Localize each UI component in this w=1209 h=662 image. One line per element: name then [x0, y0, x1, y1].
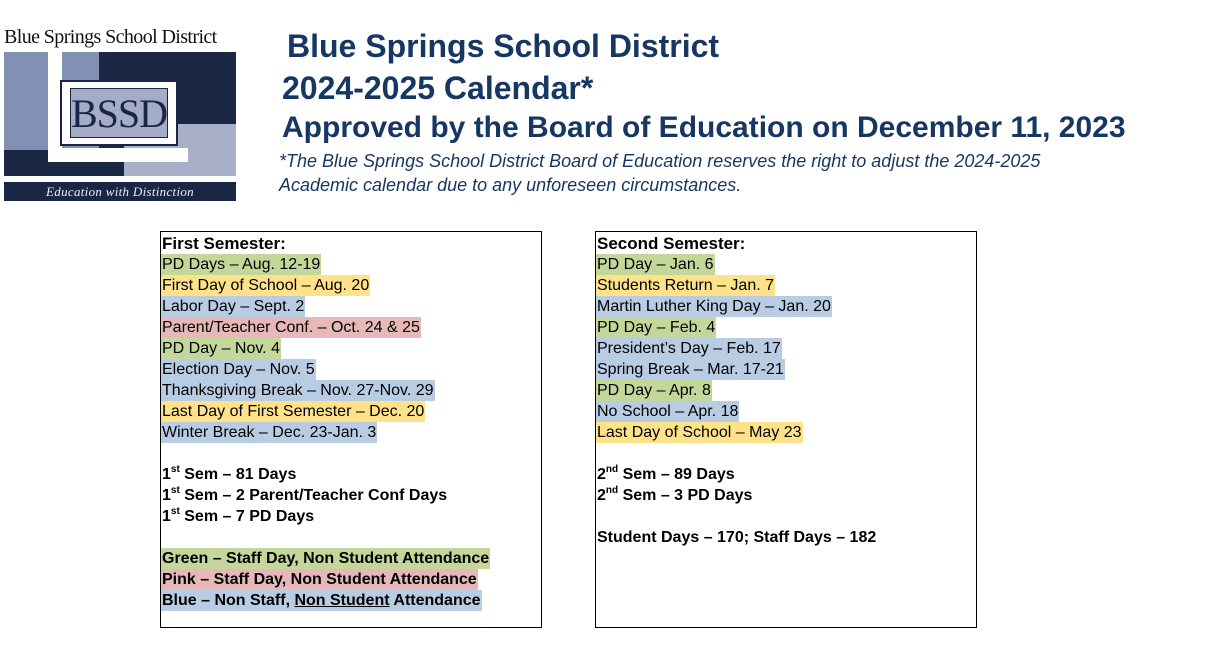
second-semester-box [595, 231, 977, 628]
event-row: Winter Break – Dec. 23-Jan. 3 [162, 424, 377, 441]
disclaimer-line-1: *The Blue Springs School District Board of Education reserves the right to adjust the 2024-2025 [279, 151, 1041, 171]
event-row: Election Day – Nov. 5 [162, 361, 315, 378]
event-row: President’s Day – Feb. 17 [597, 340, 781, 357]
event-row: PD Day – Nov. 4 [162, 340, 280, 357]
event-row: PD Day – Apr. 8 [597, 382, 711, 399]
logo-tagline: Education with Distinction [4, 182, 236, 201]
event-row: Spring Break – Mar. 17-21 [597, 361, 784, 378]
district-logo [4, 28, 236, 203]
logo-district-name: Blue Springs School District [4, 26, 217, 48]
second-semester-title: Second Semester: [597, 234, 746, 253]
logo-initials-box [60, 80, 178, 146]
approval-note: Approved by the Board of Education on December 11, 2023 [282, 111, 1126, 144]
disclaimer-line-2: Academic calendar due to any unforeseen circumstances. [279, 175, 742, 195]
first-semester-box [160, 231, 542, 628]
event-row: Last Day of School – May 23 [597, 424, 802, 441]
legend-green: Green – Staff Day, Non Student Attendance [162, 550, 490, 567]
logo-graphic [4, 52, 236, 176]
summary-ptc-days: 1st Sem – 2 Parent/Teacher Conf Days [162, 485, 448, 504]
summary-pd-days: 1st Sem – 7 PD Days [162, 506, 315, 525]
event-row: No School – Apr. 18 [597, 403, 739, 420]
event-row: PD Day – Feb. 4 [597, 319, 716, 336]
disclaimer [279, 149, 1179, 197]
summary-days: 1st Sem – 81 Days [162, 464, 297, 483]
first-semester-title: First Semester: [162, 234, 286, 253]
legend-blue: Blue – Non Staff, Non Student Attendance [162, 592, 481, 609]
calendar-title: 2024-2025 Calendar* [282, 70, 594, 106]
event-row: Parent/Teacher Conf. – Oct. 24 & 25 [162, 319, 420, 336]
event-row: PD Day – Jan. 6 [597, 256, 714, 273]
event-row: Students Return – Jan. 7 [597, 277, 774, 294]
summary-pd-days: 2nd Sem – 3 PD Days [597, 485, 753, 504]
legend-pink: Pink – Staff Day, Non Student Attendance [162, 571, 477, 588]
total-days: Student Days – 170; Staff Days – 182 [597, 529, 877, 546]
event-row: PD Days – Aug. 12-19 [162, 256, 321, 273]
page-title: Blue Springs School District [287, 28, 720, 64]
event-row: Martin Luther King Day – Jan. 20 [597, 298, 831, 315]
logo-initials: BSSD [70, 88, 168, 138]
event-row: Labor Day – Sept. 2 [162, 298, 305, 315]
event-row: Last Day of First Semester – Dec. 20 [162, 403, 425, 420]
event-row: First Day of School – Aug. 20 [162, 277, 370, 294]
summary-days: 2nd Sem – 89 Days [597, 464, 735, 483]
event-row: Thanksgiving Break – Nov. 27-Nov. 29 [162, 382, 434, 399]
